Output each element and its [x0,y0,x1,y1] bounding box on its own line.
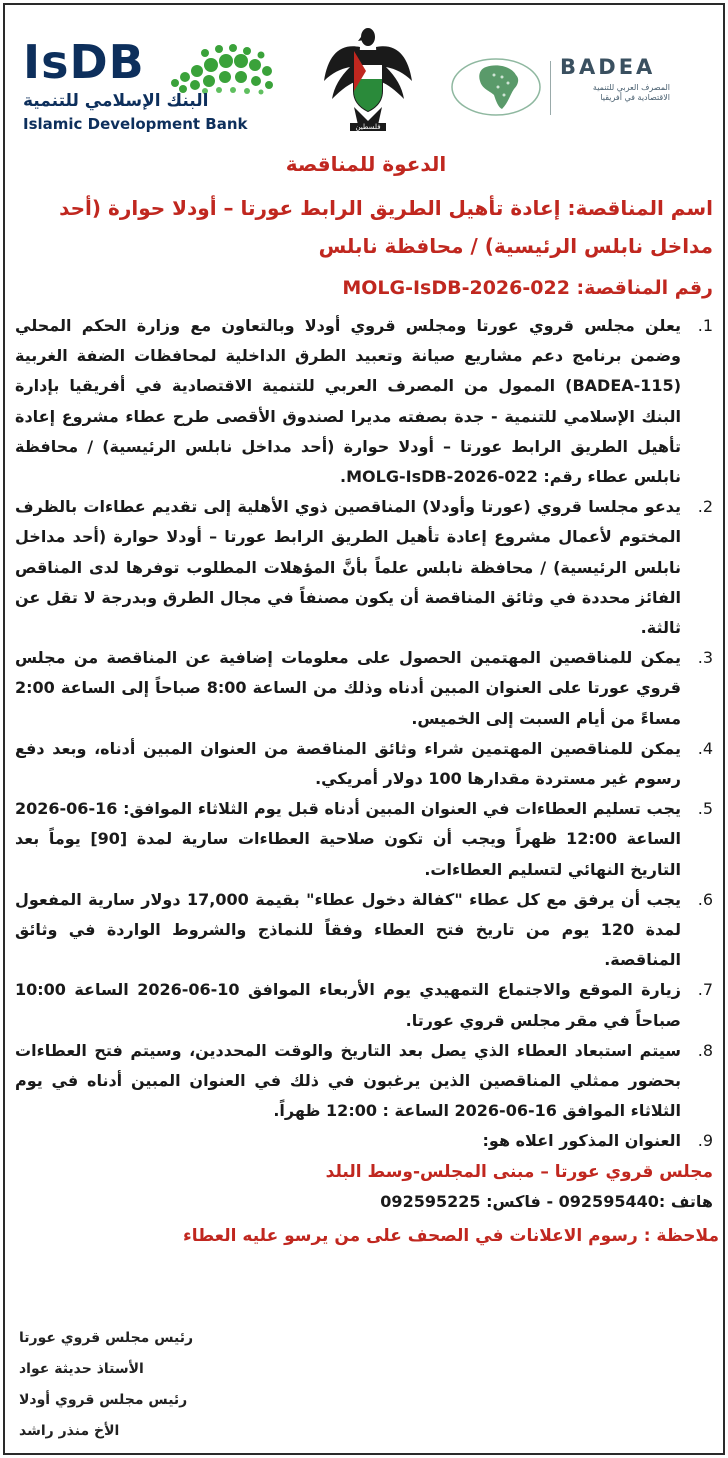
isdb-globe-icon [161,43,279,97]
signature-title-awarta: رئيس مجلس قروي عورتا [19,1330,194,1346]
badea-logo [450,53,710,123]
list-item [15,643,713,734]
badea-divider [550,61,551,115]
list-item [15,492,713,643]
item-number: .3 [697,648,713,668]
emblem-caption: فلسطين [355,123,381,131]
item-text: يمكن للمناقصين المهتمين شراء وثائق المناقصة من العنوان المبين أدناه، وبعد دفع رسوم غير مستردة مقدارها 100 دولار أمريكي. [15,738,681,789]
list-item [15,1036,713,1127]
item-text: زيارة الموقع والاجتماع التمهيدي يوم الأربعاء الموافق 10-06-2026 الساعة 10:00 صباحاً في مقر مجلس قروي عورتا. [15,980,681,1030]
tender-announcement [3,3,725,1455]
item-text: سيتم استبعاد العطاء الذي يصل بعد التاريخ والوقت المحددين، وسيتم فتح العطاءات بحضور ممثلي المناقصين الذين يرغبون في ذلك في العنوان المبين أدناه في يوم الثلاثاء الموافق 16-06-2026 الساعة : 12:00 ظهراً. [15,1040,681,1121]
contact-numbers: هاتف :092595440 - فاكس: 092595225 [380,1191,713,1211]
terms-list [5,303,727,1157]
item-number: .6 [697,889,713,909]
item-number: .9 [697,1131,713,1151]
item-text: العنوان المذكور اعلاه هو: [482,1131,681,1151]
isdb-arabic-name: البنك الإسلامي للتنمية [23,91,209,111]
announcement-body [5,145,727,1251]
item-number: .1 [697,316,713,335]
page-title: الدعوة للمناقصة [285,152,447,176]
item-number: .2 [697,497,713,517]
isdb-logo [23,35,283,139]
item-text: يجب تسليم العطاءات في العنوان المبين أدناه قبل يوم الثلاثاء الموافق: 16-06-2026 الساعة 12:00 ظهراً ويجب أن تكون صلاحية العطاءات سارية لمدة [90] يوماً بعد التاريخ النهائي لتسليم العطاءات. [15,799,681,879]
list-item [15,311,713,492]
list-item [15,734,713,794]
list-item [15,975,713,1035]
signature-name-awarta: الأستاذ حديثة عواد [19,1361,144,1377]
signature-title-odala: رئيس مجلس قروي أودلا [19,1392,188,1408]
item-text: يدعو مجلسا قروي (عورتا وأودلا) المناقصين ذوي الأهلية إلى تقديم عطاءات بالظرف المختوم لأعمال مشروع إعادة تأهيل الطريق الرابط عورتا – أودلا حوارة (أحد مداخل نابلس الرئيسية) / محافظة نابلس علماً بأنَّ المؤهلات المطلوب توفرها لدى المناقص الفائز محددة في وثائق المناقصة أن يكون مصنفاً في مجال الطرق وبدرجة لا تقل عن ثالثة. [15,497,681,638]
palestine-eagle-emblem-icon [320,25,416,133]
advertising-note: ملاحظة : رسوم الاعلانات في الصحف على من يرسو عليه العطاء [183,1225,719,1246]
item-text: يعلن مجلس قروي عورتا ومجلس قروي أودلا وبالتعاون مع وزارة الحكم المحلي وضمن برنامج دعم مشاريع صيانة وتعبيد الطرق الداخلية لمحافظات الضفة الغربية (BADEA-115) الممول من المصرف العربي للتنمية الاقتصادية في أفريقيا بإدارة البنك الإسلامي للتنمية - جدة بصفته مديرا لصندوق الأقصى طرح عطاء مشروع إعادة تأهيل الطريق الرابط عورتا – أودلا حوارة (أحد مداخل نابلس الرئيسية) / محافظة نابلس عطاء رقم: MOLG-IsDB-2026-022. [15,316,681,487]
tender-number: رقم المناقصة: MOLG-IsDB-2026-022 [342,277,713,299]
item-number: .7 [697,980,713,1000]
tender-name: اسم المناقصة: إعادة تأهيل الطريق الرابط عورتا – أودلا حوارة (أحد مداخل نابلس الرئيسية) / محافظة نابلس [59,196,713,258]
list-item [15,885,713,976]
item-number: .8 [697,1040,713,1060]
address-line: مجلس قروي عورتا – مبنى المجلس-وسط البلد [325,1161,713,1182]
item-number: .5 [697,799,713,819]
signatures-block [19,1323,279,1447]
signature-name-odala: الأخ منذر راشد [19,1423,120,1439]
list-item [15,794,713,885]
item-text: يجب أن يرفق مع كل عطاء "كفالة دخول عطاء" بقيمة 17,000 دولار سارية المفعول لمدة 120 يوم من تاريخ فتح العطاء وفقاً للنماذج والشروط الواردة في وثائق المناقصة. [15,889,682,970]
badea-arabic-name: المصرف العربي للتنمية الاقتصادية في أفريقيا [592,83,670,102]
isdb-english-name: Islamic Development Bank [23,115,248,133]
list-item [15,1126,713,1156]
isdb-abbreviation: IsDB [23,35,145,89]
item-text: يمكن للمناقصين المهتمين الحصول على معلومات إضافية عن المناقصة من مجلس قروي عورتا على العنوان المبين أدناه وذلك من الساعة 8:00 صباحاً إلى الساعة 2:00 مساءً من أيام السبت إلى الخميس. [15,648,681,728]
item-number: .4 [697,738,713,758]
africa-map-icon [450,57,542,117]
logo-header [5,5,727,145]
badea-name: BADEA [560,55,656,79]
